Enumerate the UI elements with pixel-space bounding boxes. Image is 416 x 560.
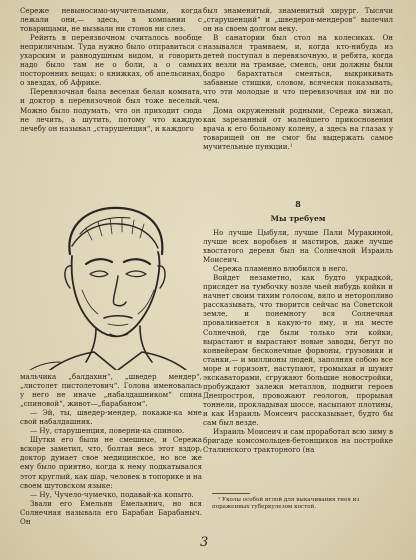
chapter-title: Мы требуем	[270, 214, 326, 223]
paragraph: В санатории был стол на колесиках. Он назывался трамваем, и, когда кто-нибудь из детей поступал в перевязочную, и ребята, когда их везли на трамвае, смеясь, они должны были бодро барахтаться смеяться, выкрикивать забавные стишки, словом, всячески показывать, что эти молодые и что перевязочная им ни по чем.	[203, 33, 393, 106]
left-column	[20, 6, 202, 133]
paragraph: Дома окруженный родными, Сережа визжал, как зарезанный от малейшего прикосновения врача к его больному колену, а здесь на глазах у товарищей он не смог бы выдержать самое мучительные пункции.¹	[203, 105, 393, 151]
paragraph: — Ну, Чучело-чумечко, подавай-ка копыто.	[30, 489, 194, 499]
right-column-lower	[203, 228, 393, 454]
paragraph: Израиль Моисеич и сам проработал всю зиму в бригаде комсомольцев-бетонщиков на постройке Сталинского тракторного (на	[203, 427, 393, 455]
paragraph: Но лучше Цыбули, лучше Пали Муракиной, лучше всех воробьев и мастиров, даже лучше хвостатого деревя был на Солнечной Израиль Моисеич.	[203, 228, 393, 265]
chapter-heading	[203, 199, 393, 223]
paragraph: Звали его Емельян Емельянич, но вся Солнечная называла его Барабан Барабаныч. Он	[20, 498, 202, 526]
paragraph: мальчика „балдахин“, „шведер мендер“, „листолет пистолетович“. Голова именовалась у него не иначе „набалдашником“ спина „спиновой“, живот—„барабаном“.	[20, 372, 202, 409]
chapter-number: 8	[295, 199, 301, 209]
paragraph: — Эй, ты, шведер-мендер, покажи-ка мне свой набалдашник.	[20, 408, 202, 427]
page-number: 3	[200, 535, 209, 550]
paragraph: — Ну, старушенция, поверни-ка спиною.	[30, 426, 185, 436]
portrait-illustration	[20, 194, 202, 370]
paragraph: Рейнть в переязвочном считалось вообще неприличным. Туда нужно было отправиться с ухарским и равнодушным видом, и говорить надо было там не о боли, а о самых посторонних вещах: о книжках, об апельсинах, о звездах, об Африке.	[20, 33, 202, 88]
paragraph: Сережа пламенно влюбился в него.	[213, 264, 348, 274]
left-column-lower	[20, 372, 202, 526]
paragraph: был знаменитый, знаменитый хирург. Тысячи „старушенций“ и „шведеров-мендеров“ вылечил он на своем долгом веку.	[203, 6, 393, 34]
right-column	[203, 6, 393, 151]
paragraph: Шутки его были не смешные, и Сережа вскоре заметил, что, болтая весь этот вздор, доктор думает свое медицинское, но все же ему было приятно, когда к нему подкатывался этот круглый, как шар, человек в топорике и на своем шутовском языке:	[20, 435, 202, 490]
footnote-divider	[212, 493, 250, 494]
paragraph: Войдет незаметно, как будто украдкой, присядет на тумбочку возле чьей нибудь койки и начнет своим тихим голосом, вяло и неторопливо рассказывать, что творится сейчас на Советской земле, и понемногу вся Солнечная проваливается в какую-то яму, и на месте Солнечной, где были только эти койки, вырастают и вырастают новые заводы, бегут по конвейерам бесконечные форвоны, грузовики и станки,— и миллионы людей, заполняя собою все море и горизонт, наступают, громыхая и шумят экскаваторами, сгружают большие новостройки, пробуждают залежи металлов, подвиги героев Днепростроя, провожают геологов, прорывая тоннели, прокладывая шоссе, насыпают плотины, и как Израиль Моисеич рассказывает, будто бы сам был везде.	[203, 273, 393, 427]
paragraph: Перевязочная была веселая белая комната, и доктор в перевязочной был тоже веселый. Можно было подумать, что он приходит сюда не лечить, а шутить, потому что каждую лечебу он называл „старушенция“, и каждого	[20, 87, 202, 133]
footnote: ¹ Уколы особой иглой для выкачивания гноя из пораженных туберкулезом костей.	[212, 497, 360, 510]
paragraph: Сереже невыносимо-мучительными, когда лежали они,— здесь, в компании с товарищами, не вызвали ни стонов ни слез.	[20, 6, 202, 34]
